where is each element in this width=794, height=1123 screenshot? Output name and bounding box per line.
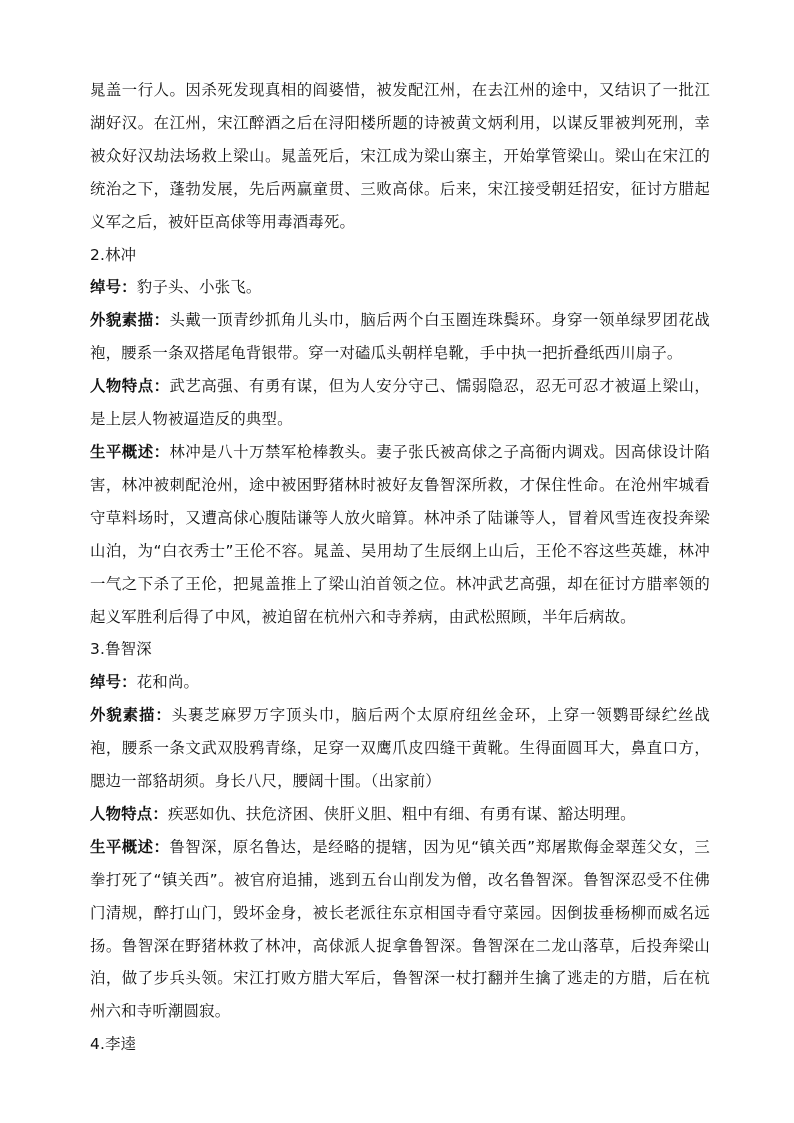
field-label: 外貌素描： xyxy=(90,311,170,330)
field-text: 花和尚。 xyxy=(136,673,200,692)
paragraph-songjiang-bio-cont: 晁盖一行人。因杀死发现真相的阎婆惜，被发配江州，在去江州的途中，又结识了一批江湖好汉。在江州，宋江醉酒之后在浔阳楼所题的诗被黄文炳利用，以谋反罪被判死刑，幸被众好汉劫法场救上梁山。晁盖死后，宋江成为梁山寨主，开始掌管梁山。梁山在宋江的统治之下，蓬勃发展，先后两赢童贯、三败高俅。后来，宋江接受朝廷招安，征讨方腊起义军之后，被奸臣高俅等用毒酒毒死。 xyxy=(90,81,710,231)
field-traits xyxy=(90,798,710,831)
field-text: 头戴一顶青纱抓角儿头巾，脑后两个白玉圈连珠鬓环。身穿一领单绿罗团花战袍，腰系一条双搭尾龟背银带。穿一对磕瓜头朝样皂靴，手中执一把折叠纸西川扇子。 xyxy=(90,311,710,363)
heading-lin-chong: 2.林冲 xyxy=(90,245,137,264)
field-text: 武艺高强、有勇有谋，但为人安分守己、懦弱隐忍，忍无可忍才被逼上梁山，是上层人物被逼造反的典型。 xyxy=(90,377,710,429)
field-text: 头裹芝麻罗万字顶头巾，脑后两个太原府纽丝金环，上穿一领鹦哥绿纻丝战袍，腰系一条文武双股鸦青绦，足穿一双鹰爪皮四缝干黄靴。生得面圆耳大，鼻直口方，腮边一部貉胡须。身长八尺，腰阔十围。（出家前） xyxy=(90,706,710,791)
heading-li-kui: 4.李逵 xyxy=(90,1035,137,1054)
field-nickname xyxy=(90,271,710,304)
field-text: 疾恶如仇、扶危济困、侠肝义胆、粗中有细、有勇有谋、豁达明理。 xyxy=(167,804,636,823)
field-biography xyxy=(90,436,710,633)
field-label: 绰号： xyxy=(90,673,137,692)
field-text: 林冲是八十万禁军枪棒教头。妻子张氏被高俅之子高衙内调戏。因高俅设计陷害，林冲被刺配沧州，途中被困野猪林时被好友鲁智深所救，才保住性命。在沧州牢城看守草料场时，又遭高俅心腹陆谦等人放火暗算。林冲杀了陆谦等人，冒着风雪连夜投奔梁山泊，为“白衣秀士”王伦不容。晁盖、吴用劫了生辰纲上山后，王伦不容这些英雄，林冲一气之下杀了王伦，把晁盖推上了梁山泊首领之位。林冲武艺高强，却在征讨方腊率领的起义军胜利后得了中风，被迫留在杭州六和寺养病，由武松照顾，半年后病故。 xyxy=(90,442,710,626)
field-label: 生平概述： xyxy=(90,837,170,856)
field-label: 外貌素描： xyxy=(90,706,172,725)
field-label: 生平概述： xyxy=(90,442,170,461)
field-label: 绰号： xyxy=(90,278,137,297)
field-biography xyxy=(90,831,710,1028)
heading-lu-zhishen: 3.鲁智深 xyxy=(90,640,152,659)
field-label: 人物特点： xyxy=(90,804,168,823)
field-text: 豹子头、小张飞。 xyxy=(136,278,262,297)
field-appearance xyxy=(90,699,710,798)
document-page xyxy=(90,74,710,1061)
field-traits xyxy=(90,370,710,436)
field-nickname xyxy=(90,666,710,699)
field-appearance xyxy=(90,304,710,370)
field-label: 人物特点： xyxy=(90,377,170,396)
field-text: 鲁智深，原名鲁达，是经略的提辖，因为见“镇关西”郑屠欺侮金翠莲父女，三拳打死了“镇关西”。被官府追捕，逃到五台山削发为僧，改名鲁智深。鲁智深忍受不住佛门清规，醉打山门，毁坏金身，被长老派往东京相国寺看守菜园。因倒拔垂杨柳而威名远扬。鲁智深在野猪林救了林冲，高俅派人捉拿鲁智深。鲁智深在二龙山落草，后投奔梁山泊，做了步兵头领。宋江打败方腊大军后，鲁智深一杖打翻并生擒了逃走的方腊，后在杭州六和寺听潮圆寂。 xyxy=(90,837,710,1021)
